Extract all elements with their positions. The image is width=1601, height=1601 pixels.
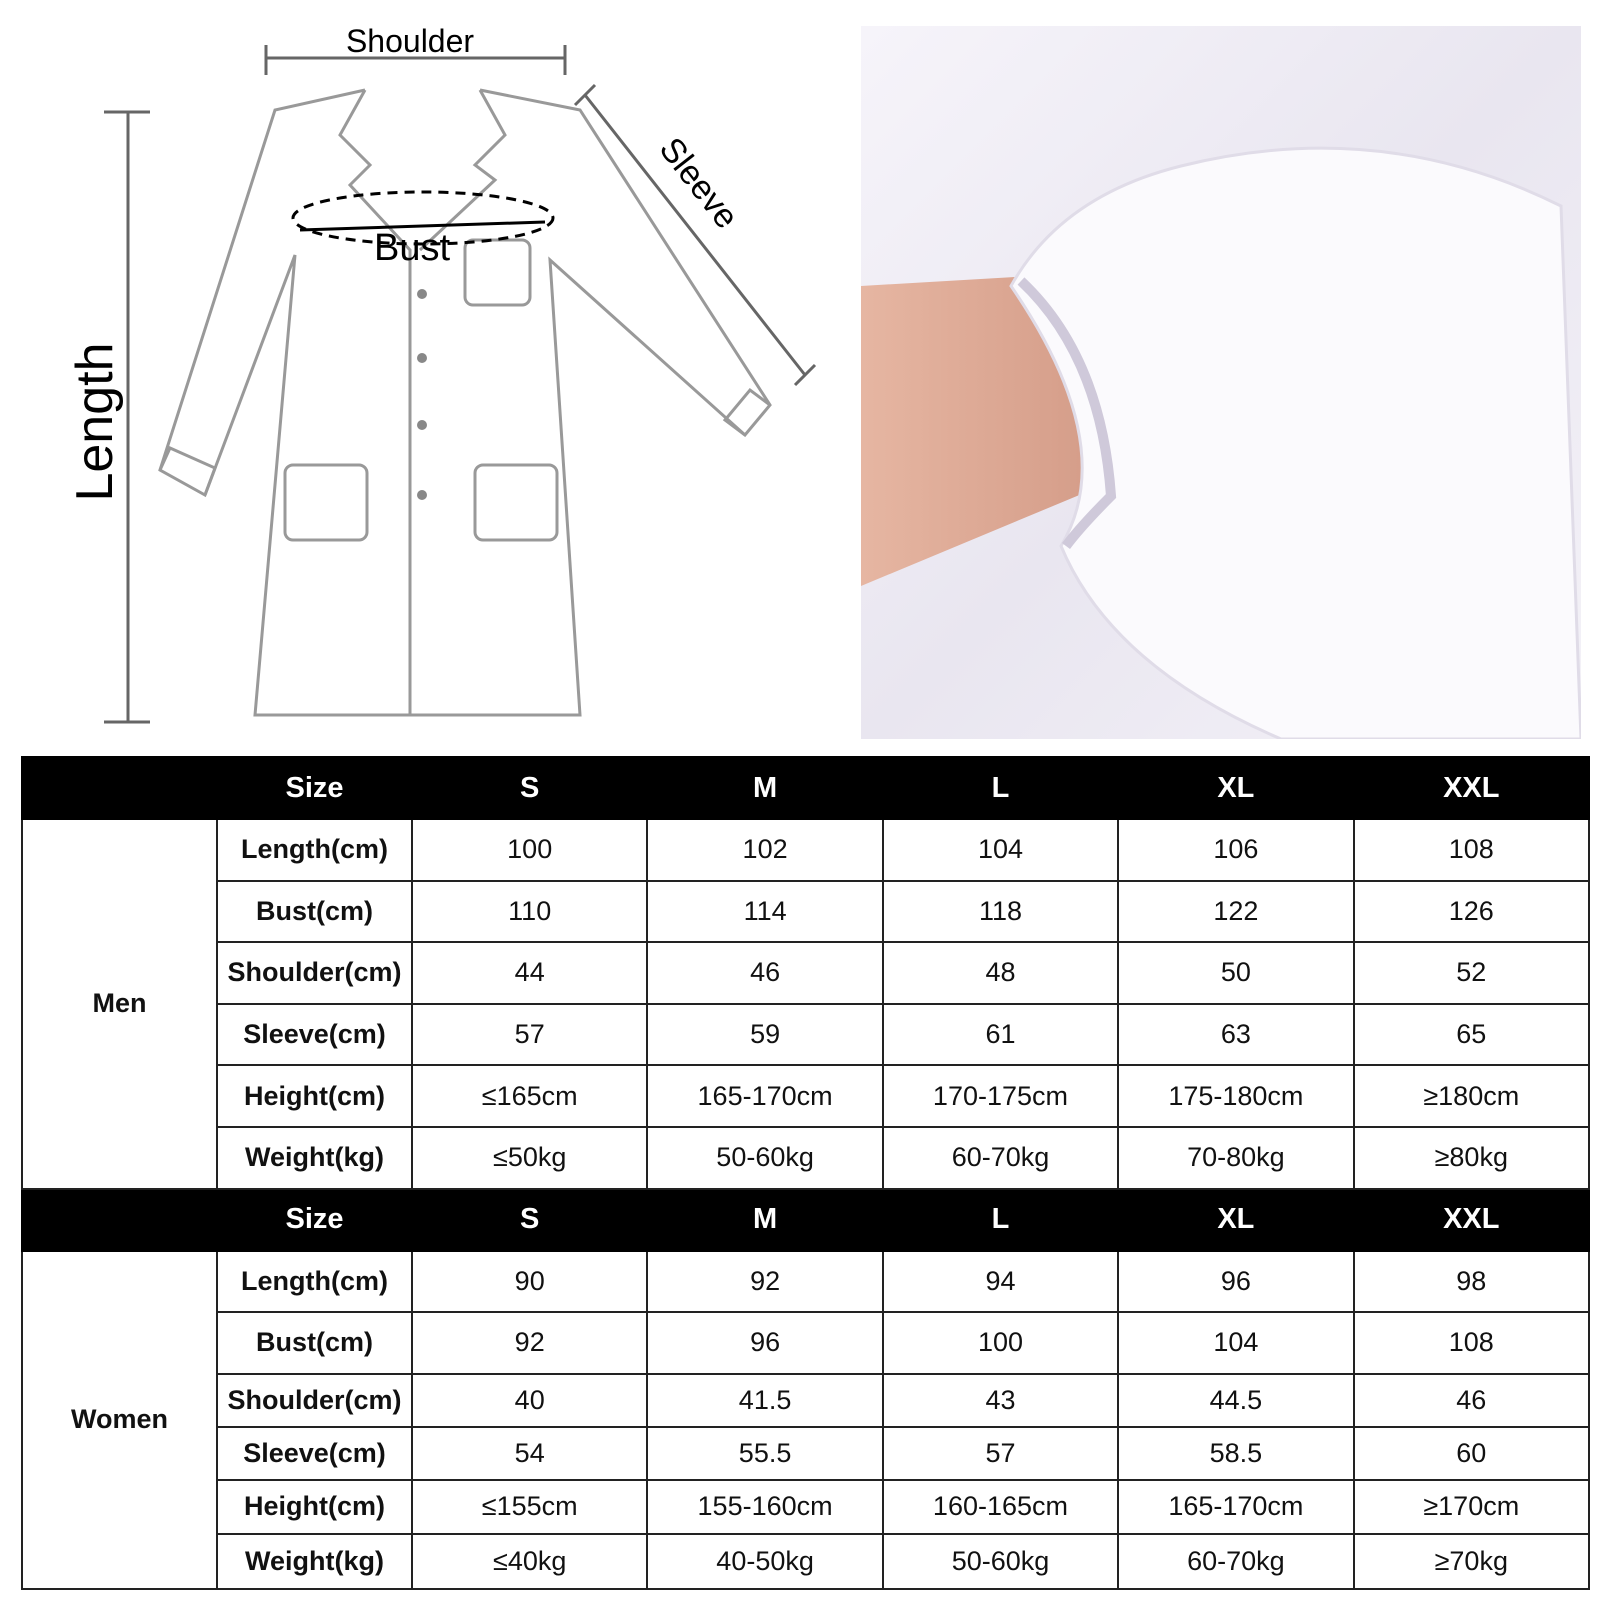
size-s-header: S <box>412 1189 647 1251</box>
table-cell: ≥180cm <box>1354 1065 1589 1127</box>
table-cell: 92 <box>647 1251 882 1313</box>
table-cell: 70-80kg <box>1118 1127 1353 1189</box>
row-label: Height(cm) <box>217 1065 412 1127</box>
row-label: Sleeve(cm) <box>217 1427 412 1480</box>
table-cell: 57 <box>412 1004 647 1066</box>
table-cell: 155-160cm <box>647 1480 882 1534</box>
table-cell: ≤50kg <box>412 1127 647 1189</box>
size-l-header: L <box>883 757 1118 819</box>
size-header: Size <box>217 757 412 819</box>
table-cell: 114 <box>647 881 882 943</box>
row-label: Length(cm) <box>217 819 412 881</box>
table-cell: ≥70kg <box>1354 1534 1589 1589</box>
row-label: Shoulder(cm) <box>217 942 412 1004</box>
size-xl-header: XL <box>1118 1189 1353 1251</box>
table-row <box>22 1251 1589 1313</box>
size-header: Size <box>217 1189 412 1251</box>
table-row <box>22 1480 1589 1534</box>
table-cell: 40 <box>412 1374 647 1427</box>
table-cell: 170-175cm <box>883 1065 1118 1127</box>
table-cell: 58.5 <box>1118 1427 1353 1480</box>
table-row <box>22 819 1589 881</box>
table-cell: 46 <box>1354 1374 1589 1427</box>
table-cell: 52 <box>1354 942 1589 1004</box>
table-cell: 92 <box>412 1312 647 1374</box>
header-blank <box>22 1189 217 1251</box>
table-cell: 108 <box>1354 1312 1589 1374</box>
table-cell: 60 <box>1354 1427 1589 1480</box>
table-cell: 102 <box>647 819 882 881</box>
table-cell: 160-165cm <box>883 1480 1118 1534</box>
size-l-header: L <box>883 1189 1118 1251</box>
women-group-label: Women <box>22 1251 217 1589</box>
row-label: Bust(cm) <box>217 881 412 943</box>
table-cell: 96 <box>1118 1251 1353 1313</box>
table-row <box>22 881 1589 943</box>
table-row <box>22 1004 1589 1066</box>
table-cell: 94 <box>883 1251 1118 1313</box>
table-cell: 63 <box>1118 1004 1353 1066</box>
table-cell: 104 <box>883 819 1118 881</box>
table-cell: 50-60kg <box>647 1127 882 1189</box>
table-cell: 90 <box>412 1251 647 1313</box>
size-xl-header: XL <box>1118 757 1353 819</box>
table-cell: 100 <box>883 1312 1118 1374</box>
table-row <box>22 1427 1589 1480</box>
row-label: Height(cm) <box>217 1480 412 1534</box>
length-label: Length <box>66 342 124 502</box>
row-label: Sleeve(cm) <box>217 1004 412 1066</box>
table-cell: 44 <box>412 942 647 1004</box>
table-cell: 48 <box>883 942 1118 1004</box>
table-cell: 165-170cm <box>1118 1480 1353 1534</box>
table-row <box>22 1312 1589 1374</box>
size-m-header: M <box>647 757 882 819</box>
table-cell: 55.5 <box>647 1427 882 1480</box>
table-row <box>22 1127 1589 1189</box>
table-cell: 175-180cm <box>1118 1065 1353 1127</box>
table-cell: ≤155cm <box>412 1480 647 1534</box>
table-cell: 40-50kg <box>647 1534 882 1589</box>
table-cell: 100 <box>412 819 647 881</box>
coat-measurement-diagram <box>0 0 840 740</box>
size-m-header: M <box>647 1189 882 1251</box>
men-group-label: Men <box>22 819 217 1189</box>
row-label: Shoulder(cm) <box>217 1374 412 1427</box>
row-label: Weight(kg) <box>217 1127 412 1189</box>
header-blank <box>22 757 217 819</box>
table-cell: 126 <box>1354 881 1589 943</box>
table-cell: ≥170cm <box>1354 1480 1589 1534</box>
table-cell: 43 <box>883 1374 1118 1427</box>
table-cell: 165-170cm <box>647 1065 882 1127</box>
sleeve-cuff-photo <box>861 26 1581 739</box>
table-cell: 54 <box>412 1427 647 1480</box>
size-chart-table <box>21 756 1590 1590</box>
table-cell: 60-70kg <box>1118 1534 1353 1589</box>
table-cell: ≥80kg <box>1354 1127 1589 1189</box>
table-row <box>22 1374 1589 1427</box>
table-cell: 44.5 <box>1118 1374 1353 1427</box>
table-cell: 46 <box>647 942 882 1004</box>
table-row <box>22 942 1589 1004</box>
row-label: Weight(kg) <box>217 1534 412 1589</box>
table-cell: 96 <box>647 1312 882 1374</box>
table-cell: 108 <box>1354 819 1589 881</box>
table-cell: 104 <box>1118 1312 1353 1374</box>
table-cell: 118 <box>883 881 1118 943</box>
bust-label: Bust <box>373 227 451 269</box>
table-cell: 50-60kg <box>883 1534 1118 1589</box>
table-cell: 98 <box>1354 1251 1589 1313</box>
table-row <box>22 1065 1589 1127</box>
table-cell: 65 <box>1354 1004 1589 1066</box>
table-cell: 59 <box>647 1004 882 1066</box>
table-cell: 106 <box>1118 819 1353 881</box>
table-row <box>22 1534 1589 1589</box>
table-cell: 61 <box>883 1004 1118 1066</box>
table-cell: 60-70kg <box>883 1127 1118 1189</box>
size-s-header: S <box>412 757 647 819</box>
shoulder-label: Shoulder <box>345 23 475 59</box>
table-cell: 41.5 <box>647 1374 882 1427</box>
table-cell: 110 <box>412 881 647 943</box>
table-cell: 57 <box>883 1427 1118 1480</box>
size-xxl-header: XXL <box>1354 757 1589 819</box>
table-cell: 50 <box>1118 942 1353 1004</box>
table-cell: 122 <box>1118 881 1353 943</box>
size-header-row <box>22 1189 1589 1251</box>
sleeve-label: Sleeve <box>651 130 746 236</box>
size-xxl-header: XXL <box>1354 1189 1589 1251</box>
row-label: Bust(cm) <box>217 1312 412 1374</box>
table-cell: ≤40kg <box>412 1534 647 1589</box>
row-label: Length(cm) <box>217 1251 412 1313</box>
table-cell: ≤165cm <box>412 1065 647 1127</box>
size-header-row <box>22 757 1589 819</box>
